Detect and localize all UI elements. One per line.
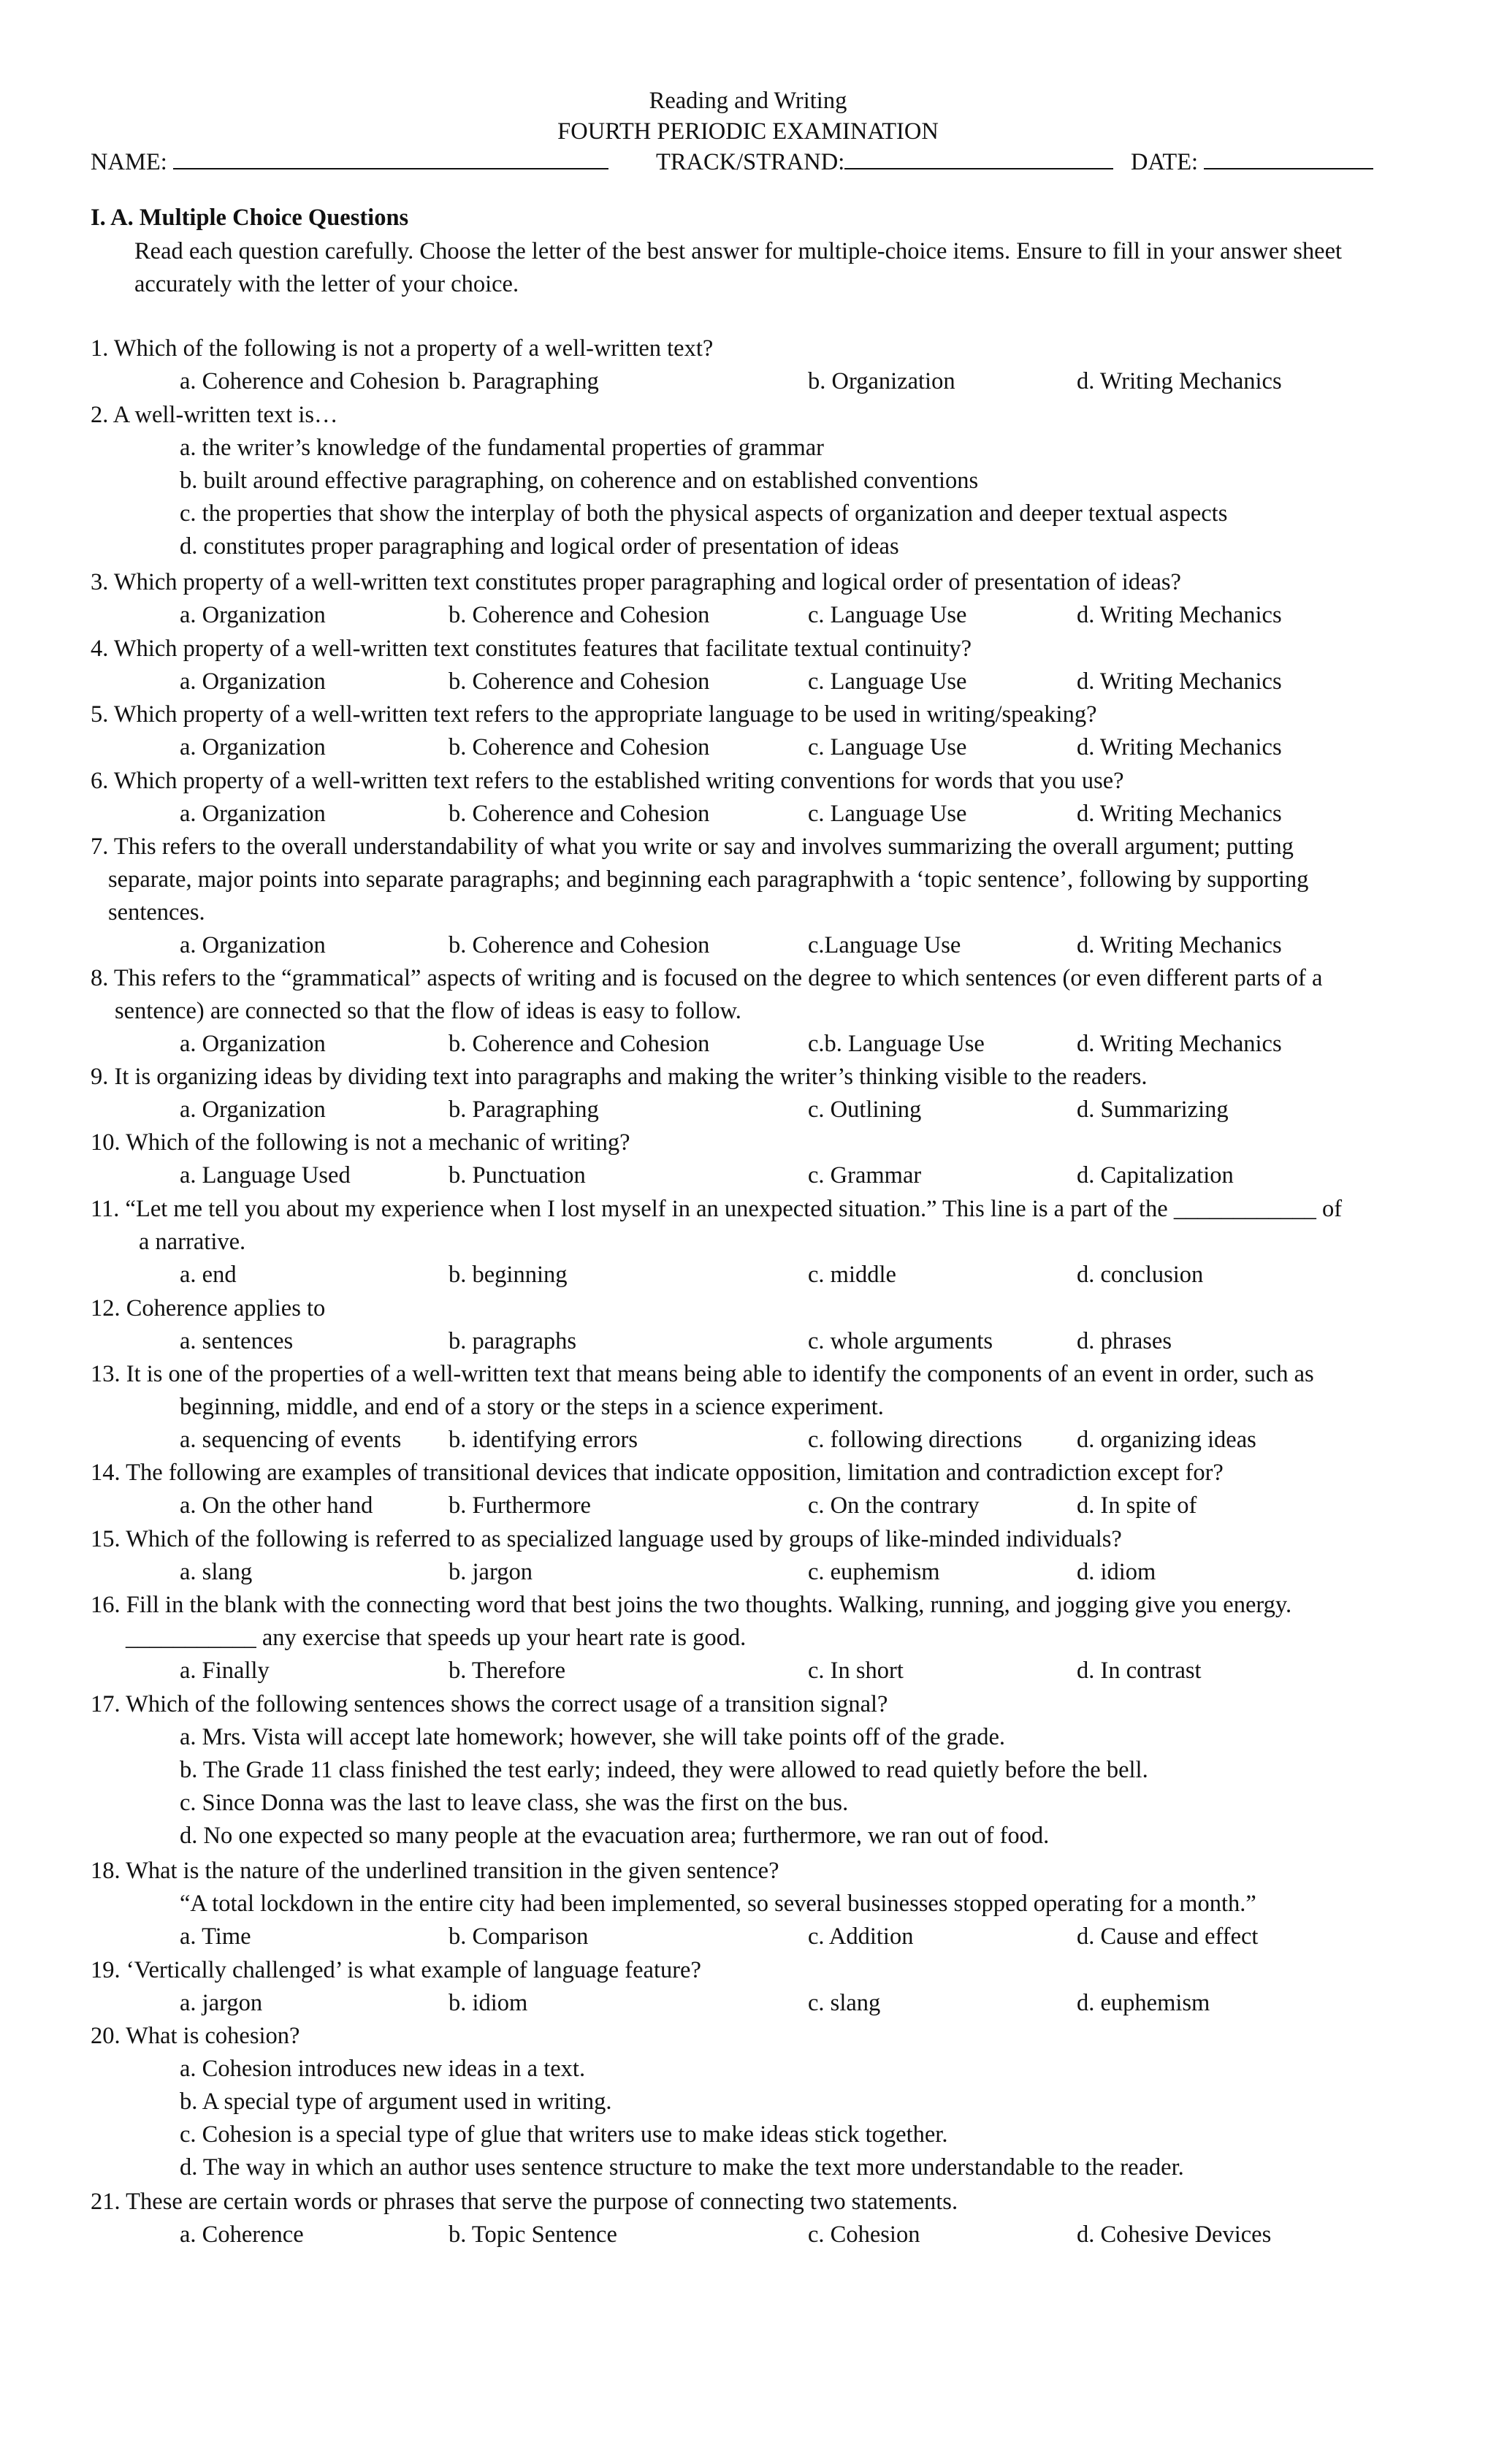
answer-option[interactable]: a. Organization	[180, 801, 326, 828]
answer-options	[0, 2220, 1496, 2253]
answer-options	[0, 1922, 1496, 1955]
answer-option[interactable]: b. identifying errors	[449, 1427, 638, 1454]
answer-option[interactable]: b. Paragraphing	[449, 1096, 599, 1124]
answer-option[interactable]: c. In short	[808, 1658, 904, 1685]
question-text: 7. This refers to the overall understandability of what you write or say and involves summarizing the overall argument; putting	[91, 834, 1294, 860]
answer-option[interactable]: a. Cohesion introduces new ideas in a text.	[180, 2056, 586, 2083]
answer-option[interactable]: b. A special type of argument used in writing.	[180, 2089, 612, 2116]
question-text: 4. Which property of a well-written text constitutes features that facilitate textual continuity?	[91, 636, 972, 662]
answer-option[interactable]: b. Furthermore	[449, 1492, 591, 1519]
question-text-continued: ___________ any exercise that speeds up your heart rate is good.	[126, 1625, 747, 1652]
answer-option[interactable]: b. Coherence and Cohesion	[449, 1031, 710, 1058]
question-text: 17. Which of the following sentences shows the correct usage of a transition signal?	[91, 1691, 888, 1717]
answer-options	[0, 733, 1496, 766]
track-field[interactable]	[656, 146, 1113, 177]
question-text: 15. Which of the following is referred to as specialized language used by groups of like-minded individuals?	[91, 1526, 1122, 1552]
answer-option[interactable]: d. Writing Mechanics	[1077, 668, 1282, 695]
answer-option[interactable]: d. Writing Mechanics	[1077, 368, 1282, 395]
question-text: 3. Which property of a well-written text constitutes proper paragraphing and logical order of presentation of ideas?	[91, 569, 1181, 595]
question-text: 8. This refers to the “grammatical” aspects of writing and is focused on the degree to which sentences (or even different parts of a	[91, 965, 1323, 991]
answer-option[interactable]: a. end	[180, 1262, 237, 1289]
answer-option[interactable]: c.b. Language Use	[808, 1031, 985, 1058]
answer-option[interactable]: a. Organization	[180, 602, 326, 629]
question-text-continued: beginning, middle, and end of a story or the steps in a science experiment.	[180, 1394, 884, 1421]
date-label: DATE:	[1131, 149, 1199, 175]
answer-option[interactable]: c. middle	[808, 1262, 896, 1289]
answer-option[interactable]: d. Cause and effect	[1077, 1923, 1259, 1950]
track-line[interactable]	[844, 146, 1113, 169]
question-text: 5. Which property of a well-written text refers to the appropriate language to be used in writing/speaking?	[91, 701, 1097, 728]
answer-option[interactable]: a. the writer’s knowledge of the fundamental properties of grammar	[180, 435, 825, 462]
answer-option[interactable]: c.Language Use	[808, 932, 961, 959]
answer-option[interactable]: c. euphemism	[808, 1559, 940, 1586]
answer-option[interactable]: c. Since Donna was the last to leave class, she was the first on the bus.	[180, 1790, 849, 1817]
exam-title: FOURTH PERIODIC EXAMINATION	[557, 118, 939, 145]
question-text: 6. Which property of a well-written text refers to the established writing conventions for words that you use?	[91, 768, 1124, 794]
answer-option[interactable]: c. Language Use	[808, 602, 967, 629]
answer-option[interactable]: a. sentences	[180, 1328, 294, 1355]
answer-option[interactable]: c. slang	[808, 1990, 881, 2017]
answer-option[interactable]: a. Organization	[180, 1031, 326, 1058]
answer-option[interactable]: b. The Grade 11 class finished the test early; indeed, they were allowed to read quietly before the bell.	[180, 1757, 1148, 1784]
question-text: 20. What is cohesion?	[91, 2023, 300, 2049]
answer-option[interactable]: a. Finally	[180, 1658, 270, 1685]
answer-option[interactable]: c. Cohesion	[808, 2221, 920, 2249]
answer-option[interactable]: a. Time	[180, 1923, 251, 1950]
section-title: I. A. Multiple Choice Questions	[91, 205, 409, 231]
answer-option[interactable]: b. beginning	[449, 1262, 568, 1289]
answer-option[interactable]: a. jargon	[180, 1990, 263, 2017]
answer-option[interactable]: a. sequencing of events	[180, 1427, 402, 1454]
name-label: NAME:	[91, 149, 167, 175]
answer-option[interactable]: d. euphemism	[1077, 1990, 1210, 2017]
answer-option[interactable]: c. Cohesion is a special type of glue that writers use to make ideas stick together.	[180, 2121, 948, 2148]
answer-option[interactable]: d. idiom	[1077, 1559, 1156, 1586]
answer-option[interactable]: a. slang	[180, 1559, 253, 1586]
answer-option[interactable]: b. jargon	[449, 1559, 533, 1586]
question-text: 1. Which of the following is not a property of a well-written text?	[91, 335, 714, 362]
answer-option[interactable]: b. Coherence and Cohesion	[449, 734, 710, 761]
answer-option[interactable]: b. Paragraphing	[449, 368, 599, 395]
answer-option[interactable]: d. Writing Mechanics	[1077, 734, 1282, 761]
answer-option[interactable]: d. Writing Mechanics	[1077, 602, 1282, 629]
answer-options	[0, 931, 1496, 964]
answer-option[interactable]: b. paragraphs	[449, 1328, 577, 1355]
answer-option[interactable]: d. Writing Mechanics	[1077, 932, 1282, 959]
answer-options	[0, 1557, 1496, 1590]
answer-option[interactable]: d. Capitalization	[1077, 1162, 1234, 1189]
answer-option[interactable]: a. Coherence	[180, 2221, 304, 2249]
question-text-continued: sentences.	[108, 899, 205, 926]
answer-options	[0, 1029, 1496, 1062]
question-text: 2. A well-written text is…	[91, 402, 338, 428]
answer-option[interactable]: d. The way in which an author uses sentence structure to make the text more understandable to the reader.	[180, 2154, 1184, 2181]
answer-option[interactable]: b. Organization	[808, 368, 955, 395]
answer-option[interactable]: d. Summarizing	[1077, 1096, 1229, 1124]
question-text: 16. Fill in the blank with the connecting word that best joins the two thoughts. Walking, running, and jogging give you energy.	[91, 1592, 1292, 1618]
answer-options	[0, 600, 1496, 633]
question-text: 10. Which of the following is not a mechanic of writing?	[91, 1129, 630, 1156]
answer-option[interactable]: d. Writing Mechanics	[1077, 1031, 1282, 1058]
answer-options	[0, 367, 1496, 400]
name-field[interactable]	[91, 146, 608, 177]
answer-option[interactable]: d. No one expected so many people at the evacuation area; furthermore, we ran out of food.	[180, 1823, 1050, 1850]
answer-options	[0, 1260, 1496, 1293]
question-text: 21. These are certain words or phrases that serve the purpose of connecting two statements.	[91, 2189, 958, 2215]
question-text: 14. The following are examples of transitional devices that indicate opposition, limitation and contradiction except for?	[91, 1460, 1224, 1486]
answer-options	[0, 1161, 1496, 1194]
answer-option[interactable]: c. Outlining	[808, 1096, 922, 1124]
answer-option[interactable]: d. Cohesive Devices	[1077, 2221, 1272, 2249]
answer-option[interactable]: c. Language Use	[808, 801, 967, 828]
answer-option[interactable]: d. phrases	[1077, 1328, 1172, 1355]
answer-option[interactable]: a. On the other hand	[180, 1492, 373, 1519]
answer-option[interactable]: b. Coherence and Cohesion	[449, 801, 710, 828]
answer-option[interactable]: b. Therefore	[449, 1658, 566, 1685]
answer-options	[0, 1988, 1496, 2021]
answer-option[interactable]: b. built around effective paragraphing, on coherence and on established conventions	[180, 468, 979, 495]
answer-option[interactable]: a. Organization	[180, 734, 326, 761]
answer-option[interactable]: d. constitutes proper paragraphing and logical order of presentation of ideas	[180, 533, 899, 560]
answer-option[interactable]: a. Organization	[180, 1096, 326, 1124]
answer-options	[0, 799, 1496, 832]
question-text: 11. “Let me tell you about my experience when I lost myself in an unexpected situation.” This line is a part of the ____________ of	[91, 1196, 1343, 1222]
answer-option[interactable]: a. Organization	[180, 932, 326, 959]
answer-option[interactable]: b. Comparison	[449, 1923, 589, 1950]
answer-option[interactable]: d. organizing ideas	[1077, 1427, 1256, 1454]
answer-option[interactable]: d. In spite of	[1077, 1492, 1197, 1519]
question-text-continued: a narrative.	[139, 1229, 246, 1256]
answer-option[interactable]: a. Mrs. Vista will accept late homework; however, she will take points off of the grade.	[180, 1724, 1006, 1751]
answer-options	[0, 1656, 1496, 1689]
answer-option[interactable]: b. Topic Sentence	[449, 2221, 617, 2249]
question-text-continued: “A total lockdown in the entire city had been implemented, so several businesses stopped operating for a month.”	[180, 1891, 1256, 1918]
question-text: 12. Coherence applies to	[91, 1295, 326, 1321]
answer-option[interactable]: a. Language Used	[180, 1162, 351, 1189]
answer-option[interactable]: d. conclusion	[1077, 1262, 1204, 1289]
question-text: 13. It is one of the properties of a well-written text that means being able to identify the components of an event in order, such as	[91, 1361, 1314, 1387]
answer-options	[0, 1425, 1496, 1458]
question-text: 18. What is the nature of the underlined transition in the given sentence?	[91, 1858, 779, 1884]
answer-option[interactable]: c. Grammar	[808, 1162, 922, 1189]
question-text-continued: sentence) are connected so that the flow of ideas is easy to follow.	[115, 998, 741, 1025]
question-text: 9. It is organizing ideas by dividing text into paragraphs and making the writer’s thinking visible to the readers.	[91, 1064, 1148, 1090]
answer-option[interactable]: c. whole arguments	[808, 1328, 993, 1355]
answer-option[interactable]: c. the properties that show the interplay of both the physical aspects of organization and deeper textual aspects	[180, 500, 1228, 527]
answer-options	[0, 1491, 1496, 1524]
answer-option[interactable]: c. Addition	[808, 1923, 914, 1950]
answer-option[interactable]: c. Language Use	[808, 734, 967, 761]
date-line[interactable]	[1204, 146, 1373, 169]
name-line[interactable]	[173, 146, 608, 169]
answer-option[interactable]: c. Language Use	[808, 668, 967, 695]
answer-options	[0, 1095, 1496, 1128]
answer-option[interactable]: b. idiom	[449, 1990, 528, 2017]
question-text-continued: separate, major points into separate paragraphs; and beginning each paragraphwith a ‘topic sentence’, following by supporting	[108, 866, 1309, 893]
answer-options	[0, 1327, 1496, 1359]
answer-option[interactable]: c. On the contrary	[808, 1492, 980, 1519]
answer-option[interactable]: b. Coherence and Cohesion	[449, 932, 710, 959]
instructions-line-2: accurately with the letter of your choice.	[134, 271, 519, 297]
date-field[interactable]	[1131, 146, 1373, 177]
instructions-line-1: Read each question carefully. Choose the letter of the best answer for multiple-choice items. Ensure to fill in your answer sheet	[134, 238, 1343, 264]
answer-option[interactable]: b. Coherence and Cohesion	[449, 602, 710, 629]
answer-option[interactable]: b. Coherence and Cohesion	[449, 668, 710, 695]
answer-option[interactable]: d. Writing Mechanics	[1077, 801, 1282, 828]
question-text: 19. ‘Vertically challenged’ is what example of language feature?	[91, 1957, 701, 1983]
track-label: TRACK/STRAND:	[656, 149, 845, 175]
answer-option[interactable]: d. In contrast	[1077, 1658, 1202, 1685]
answer-option[interactable]: c. following directions	[808, 1427, 1023, 1454]
answer-option[interactable]: a. Coherence and Cohesion	[180, 368, 440, 395]
answer-option[interactable]: a. Organization	[180, 668, 326, 695]
subject-title: Reading and Writing	[649, 88, 847, 114]
answer-option[interactable]: b. Punctuation	[449, 1162, 586, 1189]
answer-options	[0, 667, 1496, 700]
